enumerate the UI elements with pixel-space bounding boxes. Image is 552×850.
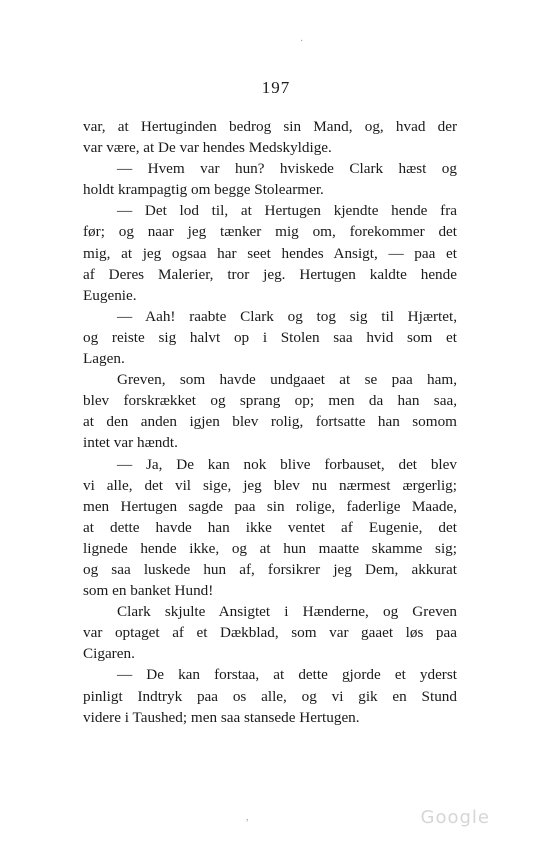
- text-line: videre i Taushed; men saa stansede Hertugen.: [83, 708, 360, 726]
- text-line: at den anden igjen blev rolig, fortsatte han somom: [83, 413, 457, 431]
- text-line: intet var hændt.: [83, 434, 178, 452]
- text-line: var være, at De var hendes Medskyldige.: [83, 139, 332, 157]
- text-line: blev forskrækket og sprang op; men da han saa,: [83, 392, 457, 410]
- page-number: 197: [261, 78, 291, 97]
- text-line: vi alle, det vil sige, jeg blev nu nærmest ærgerlig;: [83, 476, 457, 494]
- text-line: lignede hende ikke, og at hun maatte skamme sig;: [83, 539, 457, 557]
- text-line: holdt krampagtig om begge Stolearmer.: [83, 181, 324, 199]
- watermark: Google: [420, 807, 490, 828]
- text-line: men Hertugen sagde paa sin rolige, faderlige Maade,: [83, 497, 457, 515]
- text-line: — Hvem var hun? hviskede Clark hæst og: [117, 160, 457, 178]
- text-line: var optaget af et Dækblad, som var gaaet løs paa: [83, 624, 457, 642]
- text-line: som en banket Hund!: [83, 582, 214, 600]
- text-line: Cigaren.: [83, 645, 135, 663]
- print-speck: ,: [246, 812, 249, 823]
- text-line: — Aah! raabte Clark og tog sig til Hjærtet,: [117, 307, 457, 325]
- text-line: — De kan forstaa, at dette gjorde et yderst: [117, 666, 457, 684]
- text-line: og reiste sig halvt op i Stolen saa hvid som et: [83, 328, 457, 346]
- text-line: — Ja, De kan nok blive forbauset, det blev: [117, 455, 457, 473]
- text-line: før; og naar jeg tænker mig om, forekommer det: [83, 223, 457, 241]
- text-line: Clark skjulte Ansigtet i Hænderne, og Greven: [117, 603, 457, 621]
- print-speck: ·: [300, 36, 304, 47]
- text-line: Greven, som havde undgaaet at se paa ham,: [117, 371, 457, 389]
- text-line: Lagen.: [83, 350, 125, 368]
- text-line: var, at Hertuginden bedrog sin Mand, og, hvad der: [83, 118, 457, 135]
- text-line: mig, at jeg ogsaa har seet hendes Ansigt, — paa et: [83, 244, 457, 262]
- text-line: pinligt Indtryk paa os alle, og vi gik en Stund: [83, 687, 457, 705]
- text-line: af Deres Malerier, tror jeg. Hertugen kaldte hende: [83, 265, 457, 283]
- text-line: — Det lod til, at Hertugen kjendte hende fra: [117, 202, 457, 220]
- body-text: [83, 116, 457, 728]
- text-line: Eugenie.: [83, 286, 137, 304]
- text-line: og saa luskede hun af, forsikrer jeg Dem, akkurat: [83, 560, 457, 578]
- text-line: at dette havde han ikke ventet af Eugenie, det: [83, 518, 457, 536]
